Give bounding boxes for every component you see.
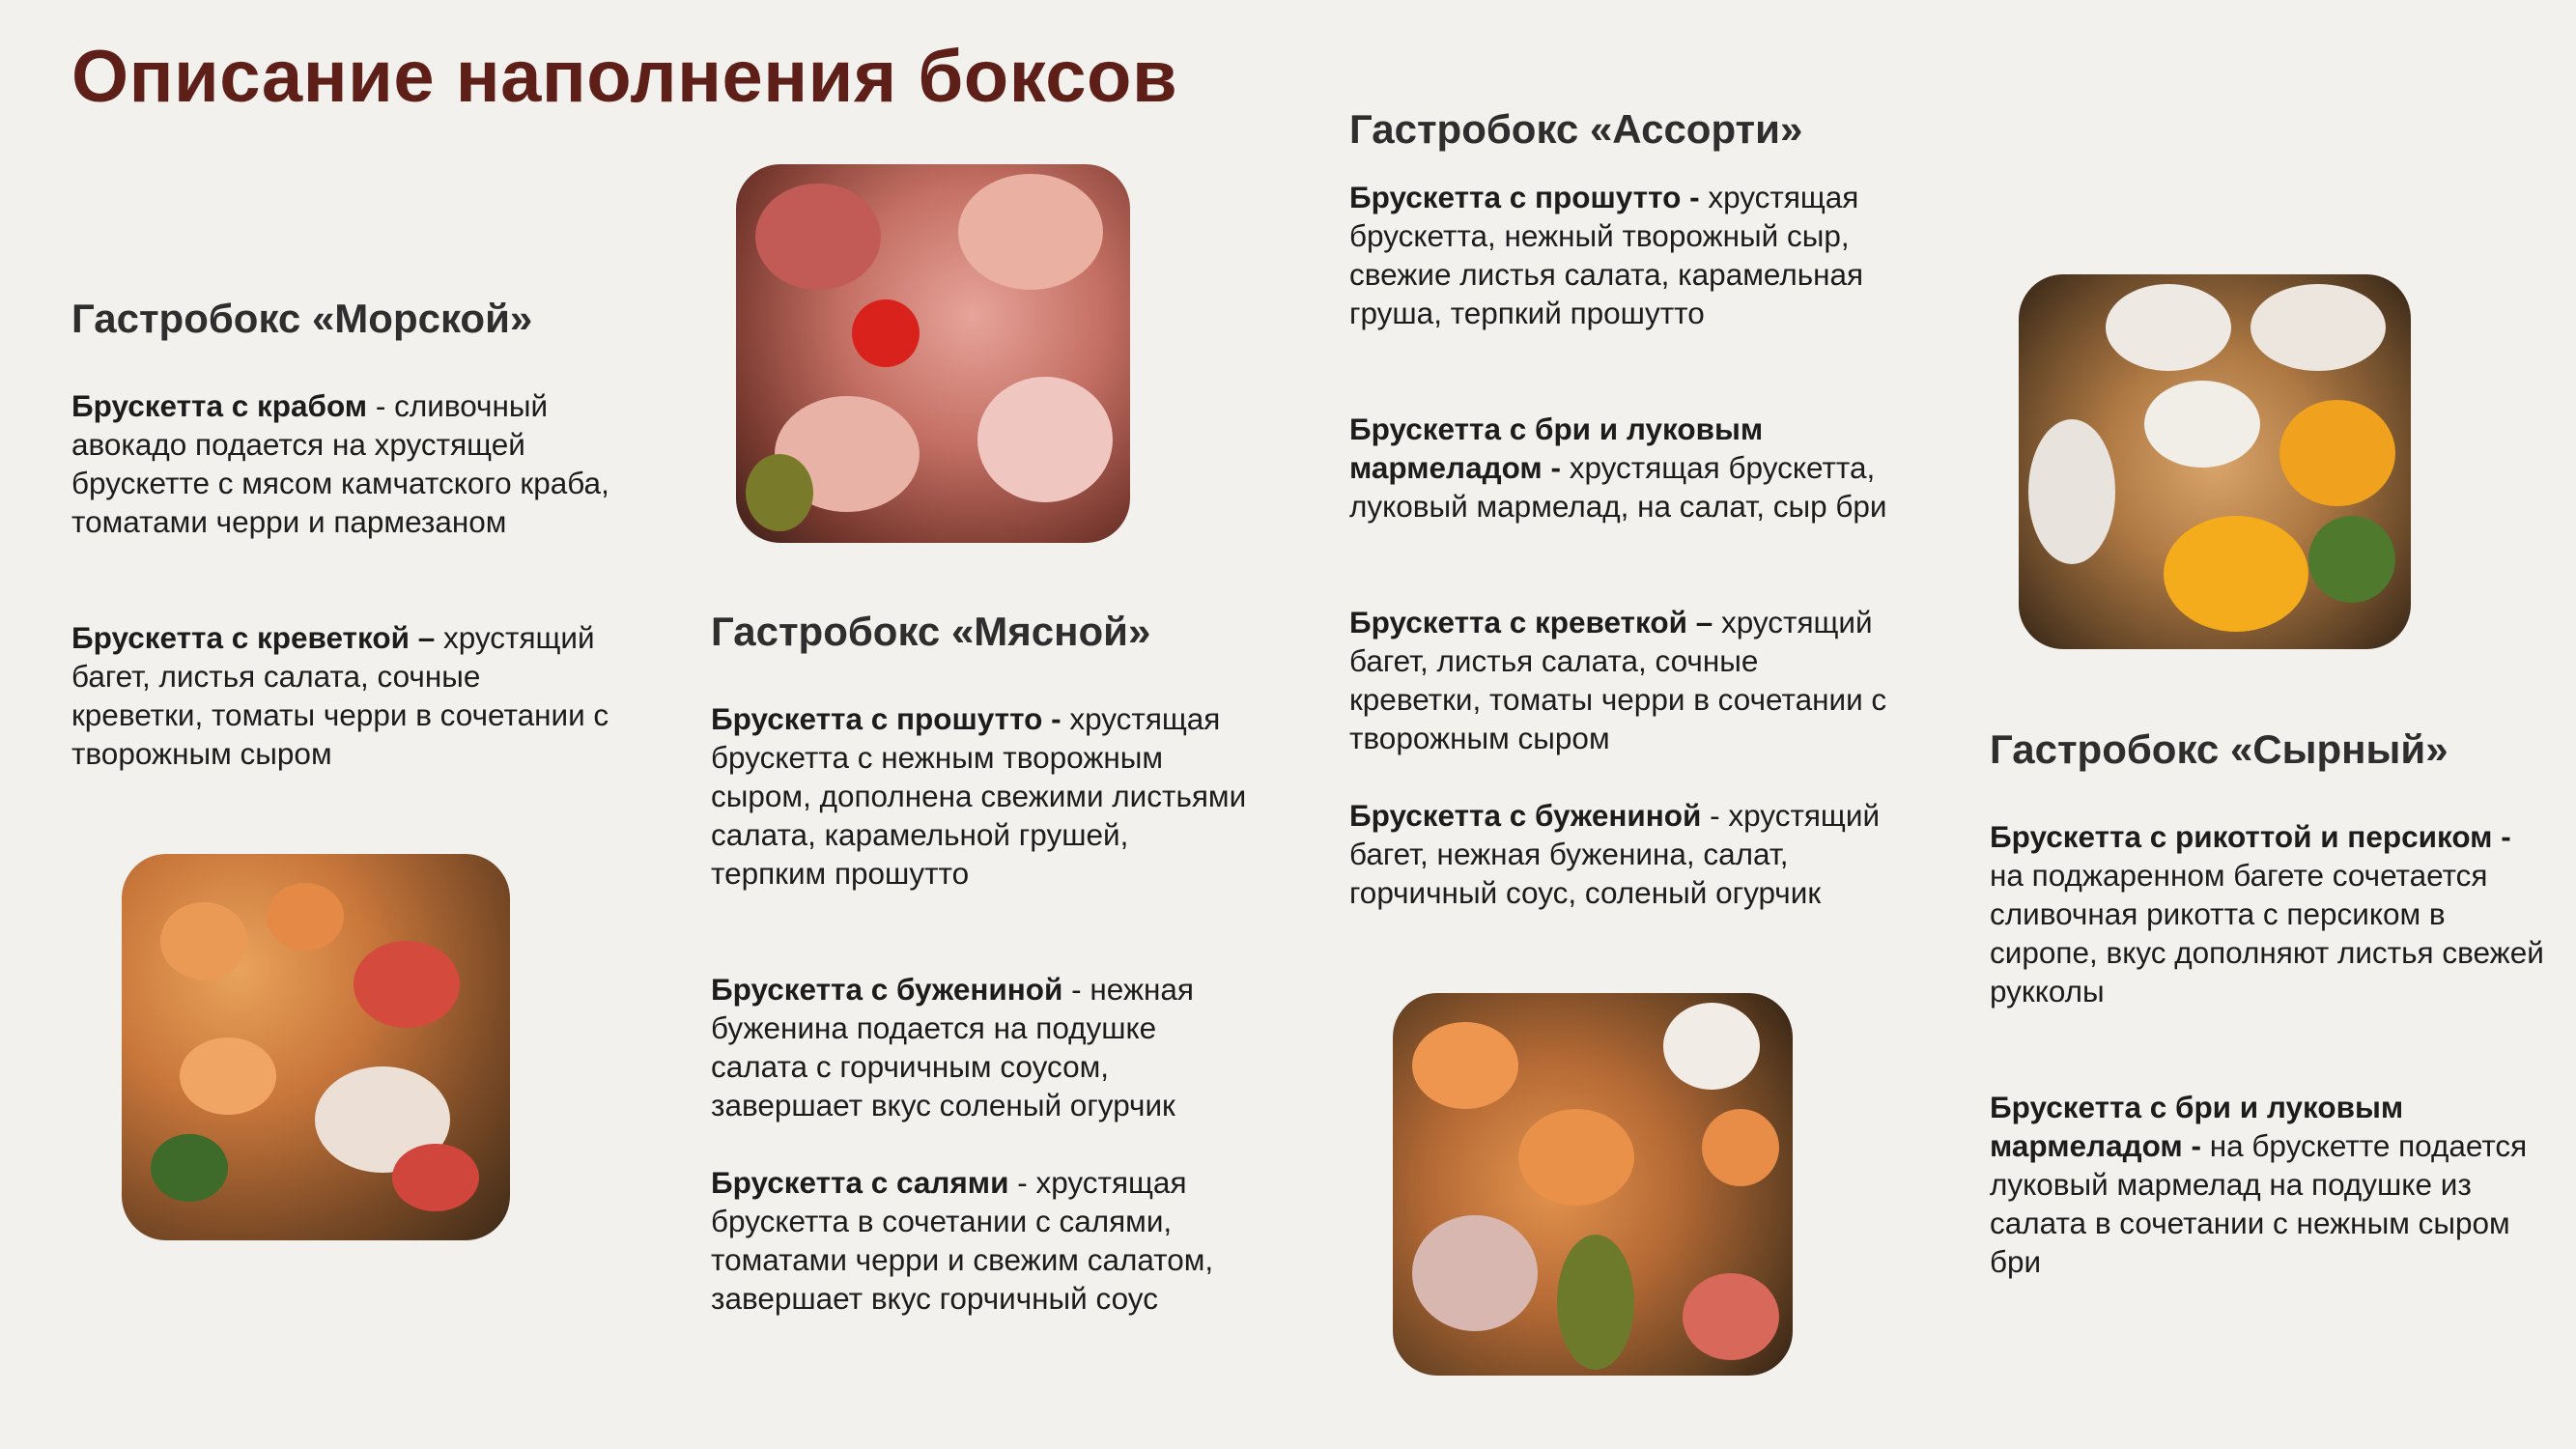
syrny-item-ricotta <box>1990 817 2550 1010</box>
photo-myasnoy <box>736 164 1130 543</box>
myasnoy-item-buzhenina <box>711 970 1252 1124</box>
box-title-syrny: Гастробокс «Сырный» <box>1990 726 2449 772</box>
item-desc: хрустящая брускетта с нежным творожным сыром, дополнена свежими листьями салата, карамельной грушей, терпким прошутто <box>711 701 1247 891</box>
box-title-myasnoy: Гастробокс «Мясной» <box>711 609 1151 654</box>
item-desc: хрустящий багет, листья салата, сочные креветки, томаты черри в сочетании с творожным сыром <box>71 620 609 771</box>
assorti-item-brie <box>1349 410 1890 526</box>
photo-morskoy <box>122 854 510 1240</box>
myasnoy-item-prosciutto <box>711 699 1252 893</box>
morskoy-item-crab <box>71 386 612 541</box>
item-desc: хрустящая брускетта, нежный творожный сыр, свежие листья салата, карамельная груша, терпкий прошутто <box>1349 180 1864 330</box>
page-title: Описание наполнения боксов <box>71 36 1178 118</box>
item-desc: на поджаренном багете сочетается сливочная рикотта с персиком в сиропе, вкус дополняют листья свежей рукколы <box>1990 858 2544 1009</box>
item-desc: на брускетте подается луковый мармелад на подушке из салата в сочетании с нежным сыром бри <box>1990 1128 2528 1279</box>
item-name: Брускетта с салями <box>711 1165 1009 1200</box>
item-name: Брускетта с креветкой – <box>71 620 436 655</box>
photo-syrny <box>2019 274 2411 649</box>
item-desc: - сливочный авокадо подается на хрустящей брускетте с мясом камчатского краба, томатами черри и пармезаном <box>71 388 609 539</box>
item-desc: - нежная буженина подается на подушке салата с горчичным соусом, завершает вкус соленый огурчик <box>711 972 1194 1122</box>
syrny-item-brie <box>1990 1088 2550 1281</box>
item-name: Брускетта с крабом <box>71 388 368 423</box>
photo-assorti <box>1393 993 1793 1376</box>
item-name: Брускетта с креветкой – <box>1349 605 1713 639</box>
item-desc: хрустящая брускетта, луковый мармелад, на салат, сыр бри <box>1349 450 1887 524</box>
item-name: Брускетта с рикоттой и персиком - <box>1990 819 2511 854</box>
item-name: Брускетта с бужениной <box>711 972 1063 1007</box>
morskoy-item-shrimp <box>71 618 612 773</box>
myasnoy-item-salami <box>711 1163 1252 1318</box>
box-title-assorti: Гастробокс «Ассорти» <box>1349 106 1803 152</box>
box-title-morskoy: Гастробокс «Морской» <box>71 296 533 341</box>
item-name: Брускетта с бри и луковым мармеладом - <box>1990 1090 2404 1163</box>
assorti-item-prosciutto <box>1349 178 1890 332</box>
item-name: Брускетта с бри и луковым мармеладом - <box>1349 412 1764 485</box>
item-name: Брускетта с прошутто - <box>711 701 1062 736</box>
item-name: Брускетта с бужениной <box>1349 798 1702 833</box>
item-name: Брускетта с прошутто - <box>1349 180 1700 214</box>
item-desc: - хрустящий багет, нежная буженина, салат, горчичный соус, соленый огурчик <box>1349 798 1881 910</box>
assorti-item-buzhenina <box>1349 796 1890 912</box>
item-desc: - хрустящая брускетта в сочетании с салями, томатами черри и свежим салатом, завершает вкус горчичный соус <box>711 1165 1214 1316</box>
item-desc: хрустящий багет, листья салата, сочные креветки, томаты черри в сочетании с творожным сыром <box>1349 605 1887 755</box>
assorti-item-shrimp <box>1349 603 1890 757</box>
